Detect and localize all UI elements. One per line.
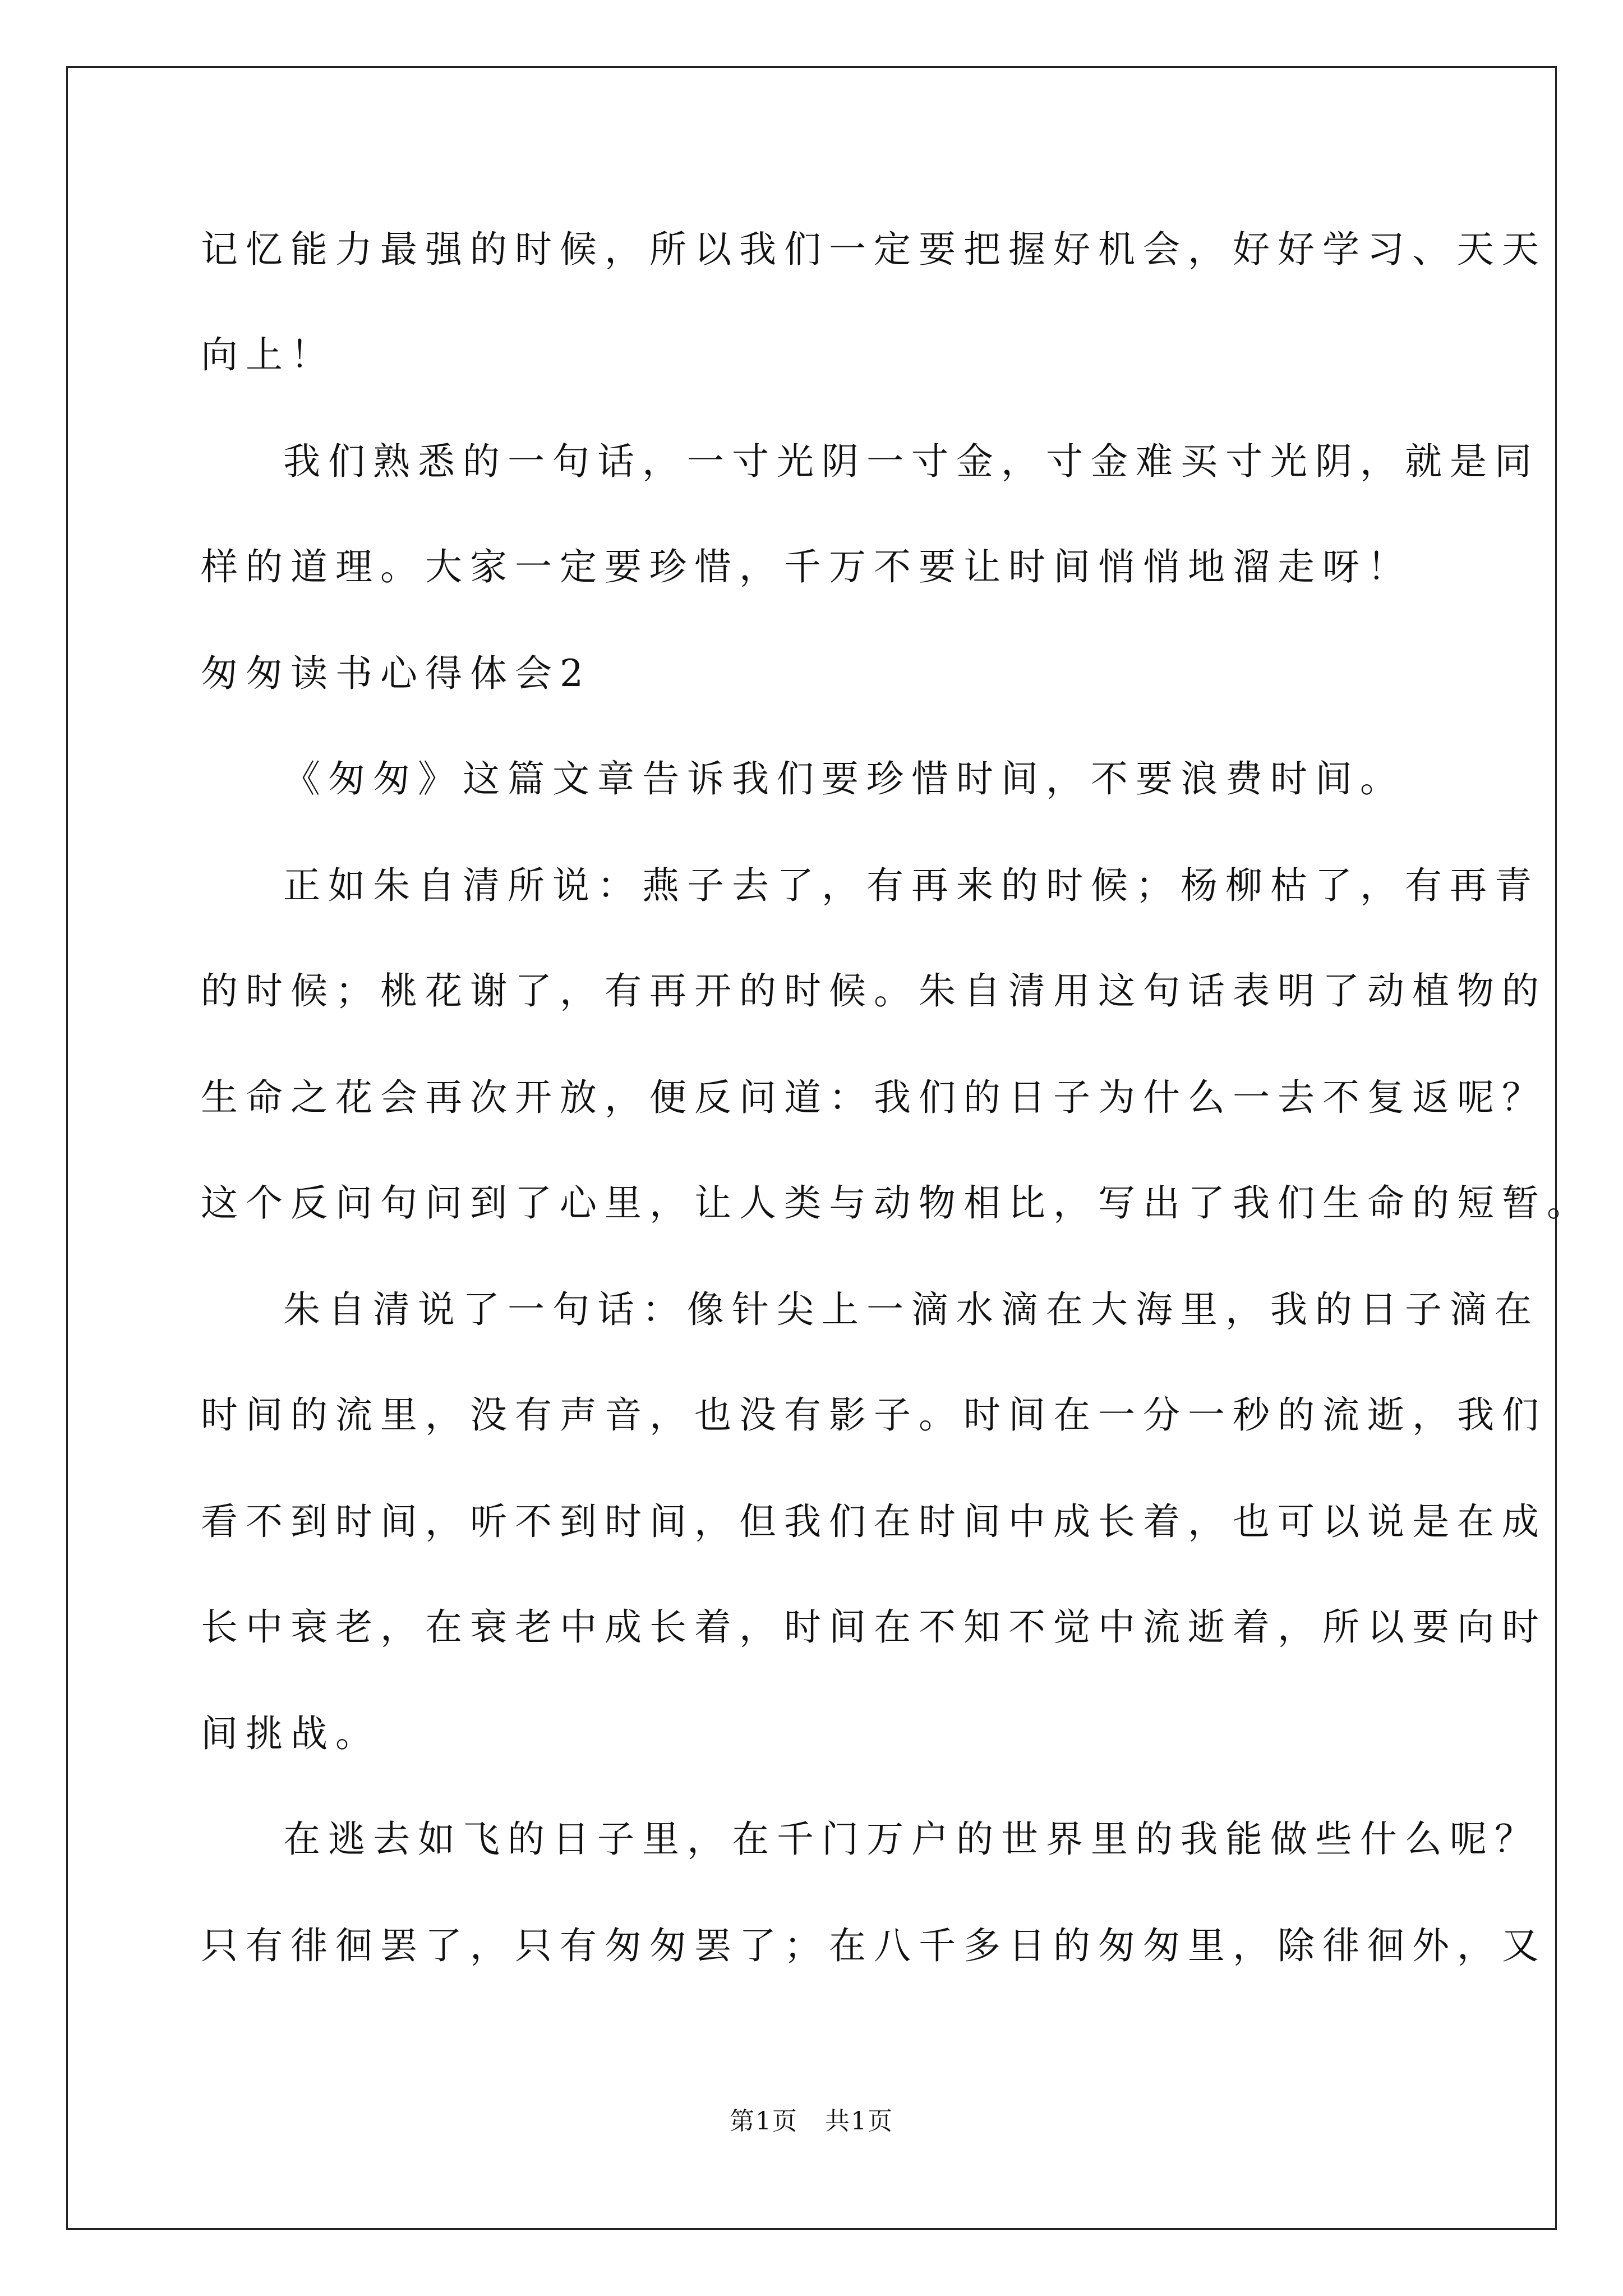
body-line: 朱自清说了一句话：像针尖上一滴水滴在大海里，我的日子滴在 [283, 1288, 1539, 1331]
body-line: 我们熟悉的一句话，一寸光阴一寸金，寸金难买寸光阴，就是同 [283, 440, 1539, 483]
body-line: 样的道理。大家一定要珍惜，千万不要让时间悄悄地溜走呀！ [201, 545, 1412, 588]
body-line: 正如朱自清所说：燕子去了，有再来的时候；杨柳枯了，有再青 [283, 864, 1539, 907]
body-line: 时间的流里，没有声音，也没有影子。时间在一分一秒的流逝，我们 [201, 1393, 1547, 1437]
page-footer: 第1页 共1页 [730, 2107, 893, 2136]
body-line: 在逃去如飞的日子里，在千门万户的世界里的我能做些什么呢？ [283, 1818, 1539, 1861]
body-line: 只有徘徊罢了，只有匆匆罢了；在八千多日的匆匆里，除徘徊外，又 [201, 1924, 1547, 1967]
page-border [66, 66, 1557, 2230]
body-line: 生命之花会再次开放，便反问道：我们的日子为什么一去不复返呢？ [201, 1076, 1547, 1119]
body-line: 长中衰老，在衰老中成长着，时间在不知不觉中流逝着，所以要向时 [201, 1605, 1547, 1649]
body-line: 这个反问句问到了心里，让人类与动物相比，写出了我们生命的短暂。 [201, 1181, 1592, 1225]
section-heading: 匆匆读书心得体会2 [201, 652, 591, 695]
body-line: 向上！ [201, 333, 335, 376]
body-line: 的时候；桃花谢了，有再开的时候。朱自清用这句话表明了动植物的 [201, 969, 1547, 1013]
body-line: 间挑战。 [201, 1712, 380, 1755]
body-line: 看不到时间，听不到时间，但我们在时间中成长着，也可以说是在成 [201, 1500, 1547, 1543]
body-line: 《匆匆》这篇文章告诉我们要珍惜时间，不要浪费时间。 [283, 757, 1405, 800]
body-line: 记忆能力最强的时候，所以我们一定要把握好机会，好好学习、天天 [201, 228, 1547, 271]
